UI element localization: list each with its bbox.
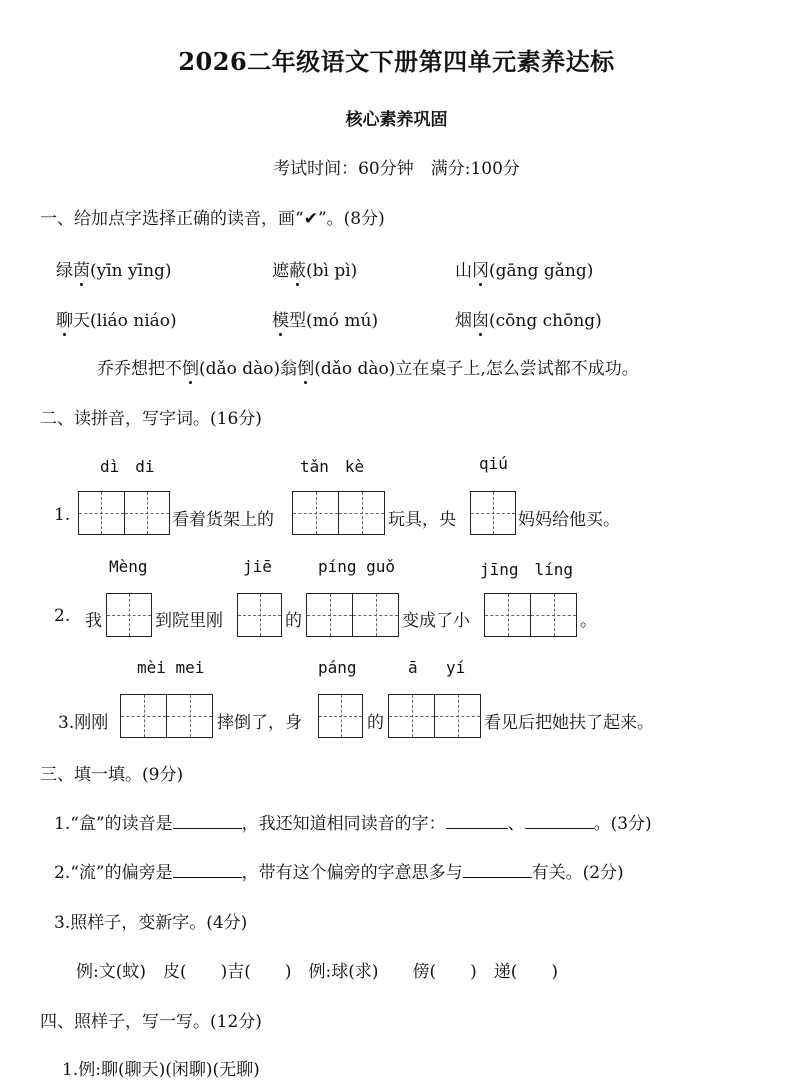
writing-grid[interactable]: [388, 694, 481, 738]
question-text: 。(3分): [593, 814, 652, 834]
dotted-char: 聊: [56, 306, 73, 331]
answer-blank[interactable]: [446, 812, 508, 829]
pinyin-label: Mèng: [109, 557, 148, 576]
question-text: 有关。(2分): [531, 863, 624, 883]
question-text: ，我还知道相同读音的字：: [241, 814, 446, 834]
question-text: 、: [507, 814, 525, 834]
question-number: 3.刚刚: [58, 713, 109, 733]
pinyin-options[interactable]: (dǎo dào)立在桌子上,怎么尝试都不成功。: [314, 359, 639, 379]
sentence-text: 我: [85, 611, 102, 631]
section1-heading-points: ”。(8分): [317, 209, 385, 229]
fill-question-3-heading: 3.照样子，变新字。(4分): [54, 913, 248, 933]
item-text: 烟: [455, 311, 472, 331]
writing-grid[interactable]: [484, 593, 577, 637]
pinyin-label: mèi mei: [137, 658, 205, 677]
item-text: 山: [455, 261, 472, 281]
grid-cell: [319, 695, 362, 737]
sentence-text: 妈妈给他买。: [518, 510, 620, 530]
section1-sentence: [97, 354, 639, 379]
pinyin-options[interactable]: (cōng chōng): [489, 311, 602, 331]
writing-grid[interactable]: [237, 593, 282, 637]
pinyin-options[interactable]: (gāng gǎng): [489, 261, 594, 281]
sentence-text: 的: [285, 611, 302, 631]
phonetic-item: [56, 256, 172, 281]
phonetic-item: [56, 306, 177, 331]
grid-cell: [435, 695, 480, 737]
pinyin-label: jīng líng: [480, 560, 574, 579]
answer-blank[interactable]: [173, 812, 242, 829]
grid-cell: [293, 492, 339, 534]
pinyin-label: páng: [318, 658, 357, 677]
phonetic-item: [272, 256, 357, 281]
phonetic-item: [455, 256, 593, 281]
sentence-text: 乔乔想把不: [97, 359, 182, 379]
grid-cell: [307, 594, 353, 636]
writing-grid[interactable]: [318, 694, 363, 738]
grid-cell: [531, 594, 576, 636]
dotted-char: 蔽: [289, 256, 306, 281]
question-number: 2.: [54, 606, 71, 626]
fill-question-2: [54, 858, 624, 883]
fill-question-1: [54, 809, 652, 834]
grid-cell: [339, 492, 384, 534]
item-text: 遮: [272, 261, 289, 281]
sentence-text: 看着货架上的: [172, 510, 274, 530]
answer-blank[interactable]: [463, 861, 532, 878]
fill-question-3-line[interactable]: 例:文(蚊) 皮( )吉( ) 例:球(求) 傍( ) 递( ): [76, 962, 559, 982]
sentence-text: 的: [367, 713, 384, 733]
pinyin-options[interactable]: (yīn yīng): [90, 261, 172, 281]
sentence-text: 看见后把她扶了起来。: [484, 713, 654, 733]
dotted-char: 倒: [182, 354, 199, 379]
grid-cell: [79, 492, 125, 534]
grid-cell: [125, 492, 170, 534]
pinyin-options[interactable]: 型(mó mú): [289, 311, 379, 331]
dotted-char: 模: [272, 306, 289, 331]
phonetic-item: [272, 306, 378, 331]
sentence-text: 玩具，央: [388, 510, 456, 530]
grid-cell: [353, 594, 398, 636]
grid-cell: [471, 492, 515, 534]
item-text: 绿: [56, 261, 73, 281]
dotted-char: 囱: [472, 306, 489, 331]
pinyin-label: ā: [408, 658, 418, 677]
phonetic-item: [455, 306, 602, 331]
pinyin-label: jiē: [243, 557, 272, 576]
section1-heading-text: 一、给加点字选择正确的读音，画“: [40, 209, 304, 229]
dotted-char: 倒: [297, 354, 314, 379]
answer-blank[interactable]: [173, 861, 242, 878]
dotted-char: 茵: [73, 256, 90, 281]
section1-heading: [40, 204, 385, 229]
grid-cell: [167, 695, 212, 737]
section3-heading: 三、填一填。(9分): [40, 765, 184, 785]
page-title: 2026二年级语文下册第四单元素养达标: [178, 47, 615, 76]
pinyin-options[interactable]: (bì pì): [306, 261, 358, 281]
pinyin-options[interactable]: 天(liáo niáo): [73, 311, 177, 331]
sentence-text: 到院里刚: [155, 611, 223, 631]
sentence-text: 变成了小: [402, 611, 470, 631]
writing-grid[interactable]: [78, 491, 170, 535]
section4-question-1: 1.例:聊(聊天)(闲聊)(无聊): [62, 1060, 260, 1080]
grid-cell: [121, 695, 167, 737]
question-text: 1.“盒”的读音是: [54, 814, 173, 834]
grid-cell: [485, 594, 531, 636]
writing-grid[interactable]: [306, 593, 399, 637]
pinyin-label: tǎn kè: [300, 457, 365, 476]
grid-cell: [238, 594, 281, 636]
page-subtitle: 核心素养巩固: [345, 110, 448, 130]
pinyin-label: dì di: [100, 457, 155, 476]
writing-grid[interactable]: [106, 593, 152, 637]
pinyin-label: yí: [446, 658, 466, 677]
pinyin-options[interactable]: (dǎo dào)翁: [199, 359, 298, 379]
answer-blank[interactable]: [525, 812, 594, 829]
grid-cell: [389, 695, 435, 737]
pinyin-label: qiú: [479, 454, 508, 473]
pinyin-label: píng guǒ: [318, 557, 396, 576]
writing-grid[interactable]: [470, 491, 516, 535]
checkmark-icon: ✔: [303, 209, 318, 229]
exam-info: 考试时间：60分钟 满分:100分: [273, 159, 520, 179]
grid-cell: [107, 594, 151, 636]
dotted-char: 冈: [472, 256, 489, 281]
writing-grid[interactable]: [120, 694, 213, 738]
section2-heading: 二、读拼音，写字词。(16分): [40, 409, 262, 429]
question-text: ，带有这个偏旁的字意思多与: [241, 863, 463, 883]
sentence-text: 摔倒了，身: [217, 713, 302, 733]
writing-grid[interactable]: [292, 491, 385, 535]
question-number: 1.: [54, 505, 71, 525]
sentence-text: 。: [580, 611, 597, 631]
section4-heading: 四、照样子，写一写。(12分): [40, 1012, 262, 1032]
question-text: 2.“流”的偏旁是: [54, 863, 173, 883]
